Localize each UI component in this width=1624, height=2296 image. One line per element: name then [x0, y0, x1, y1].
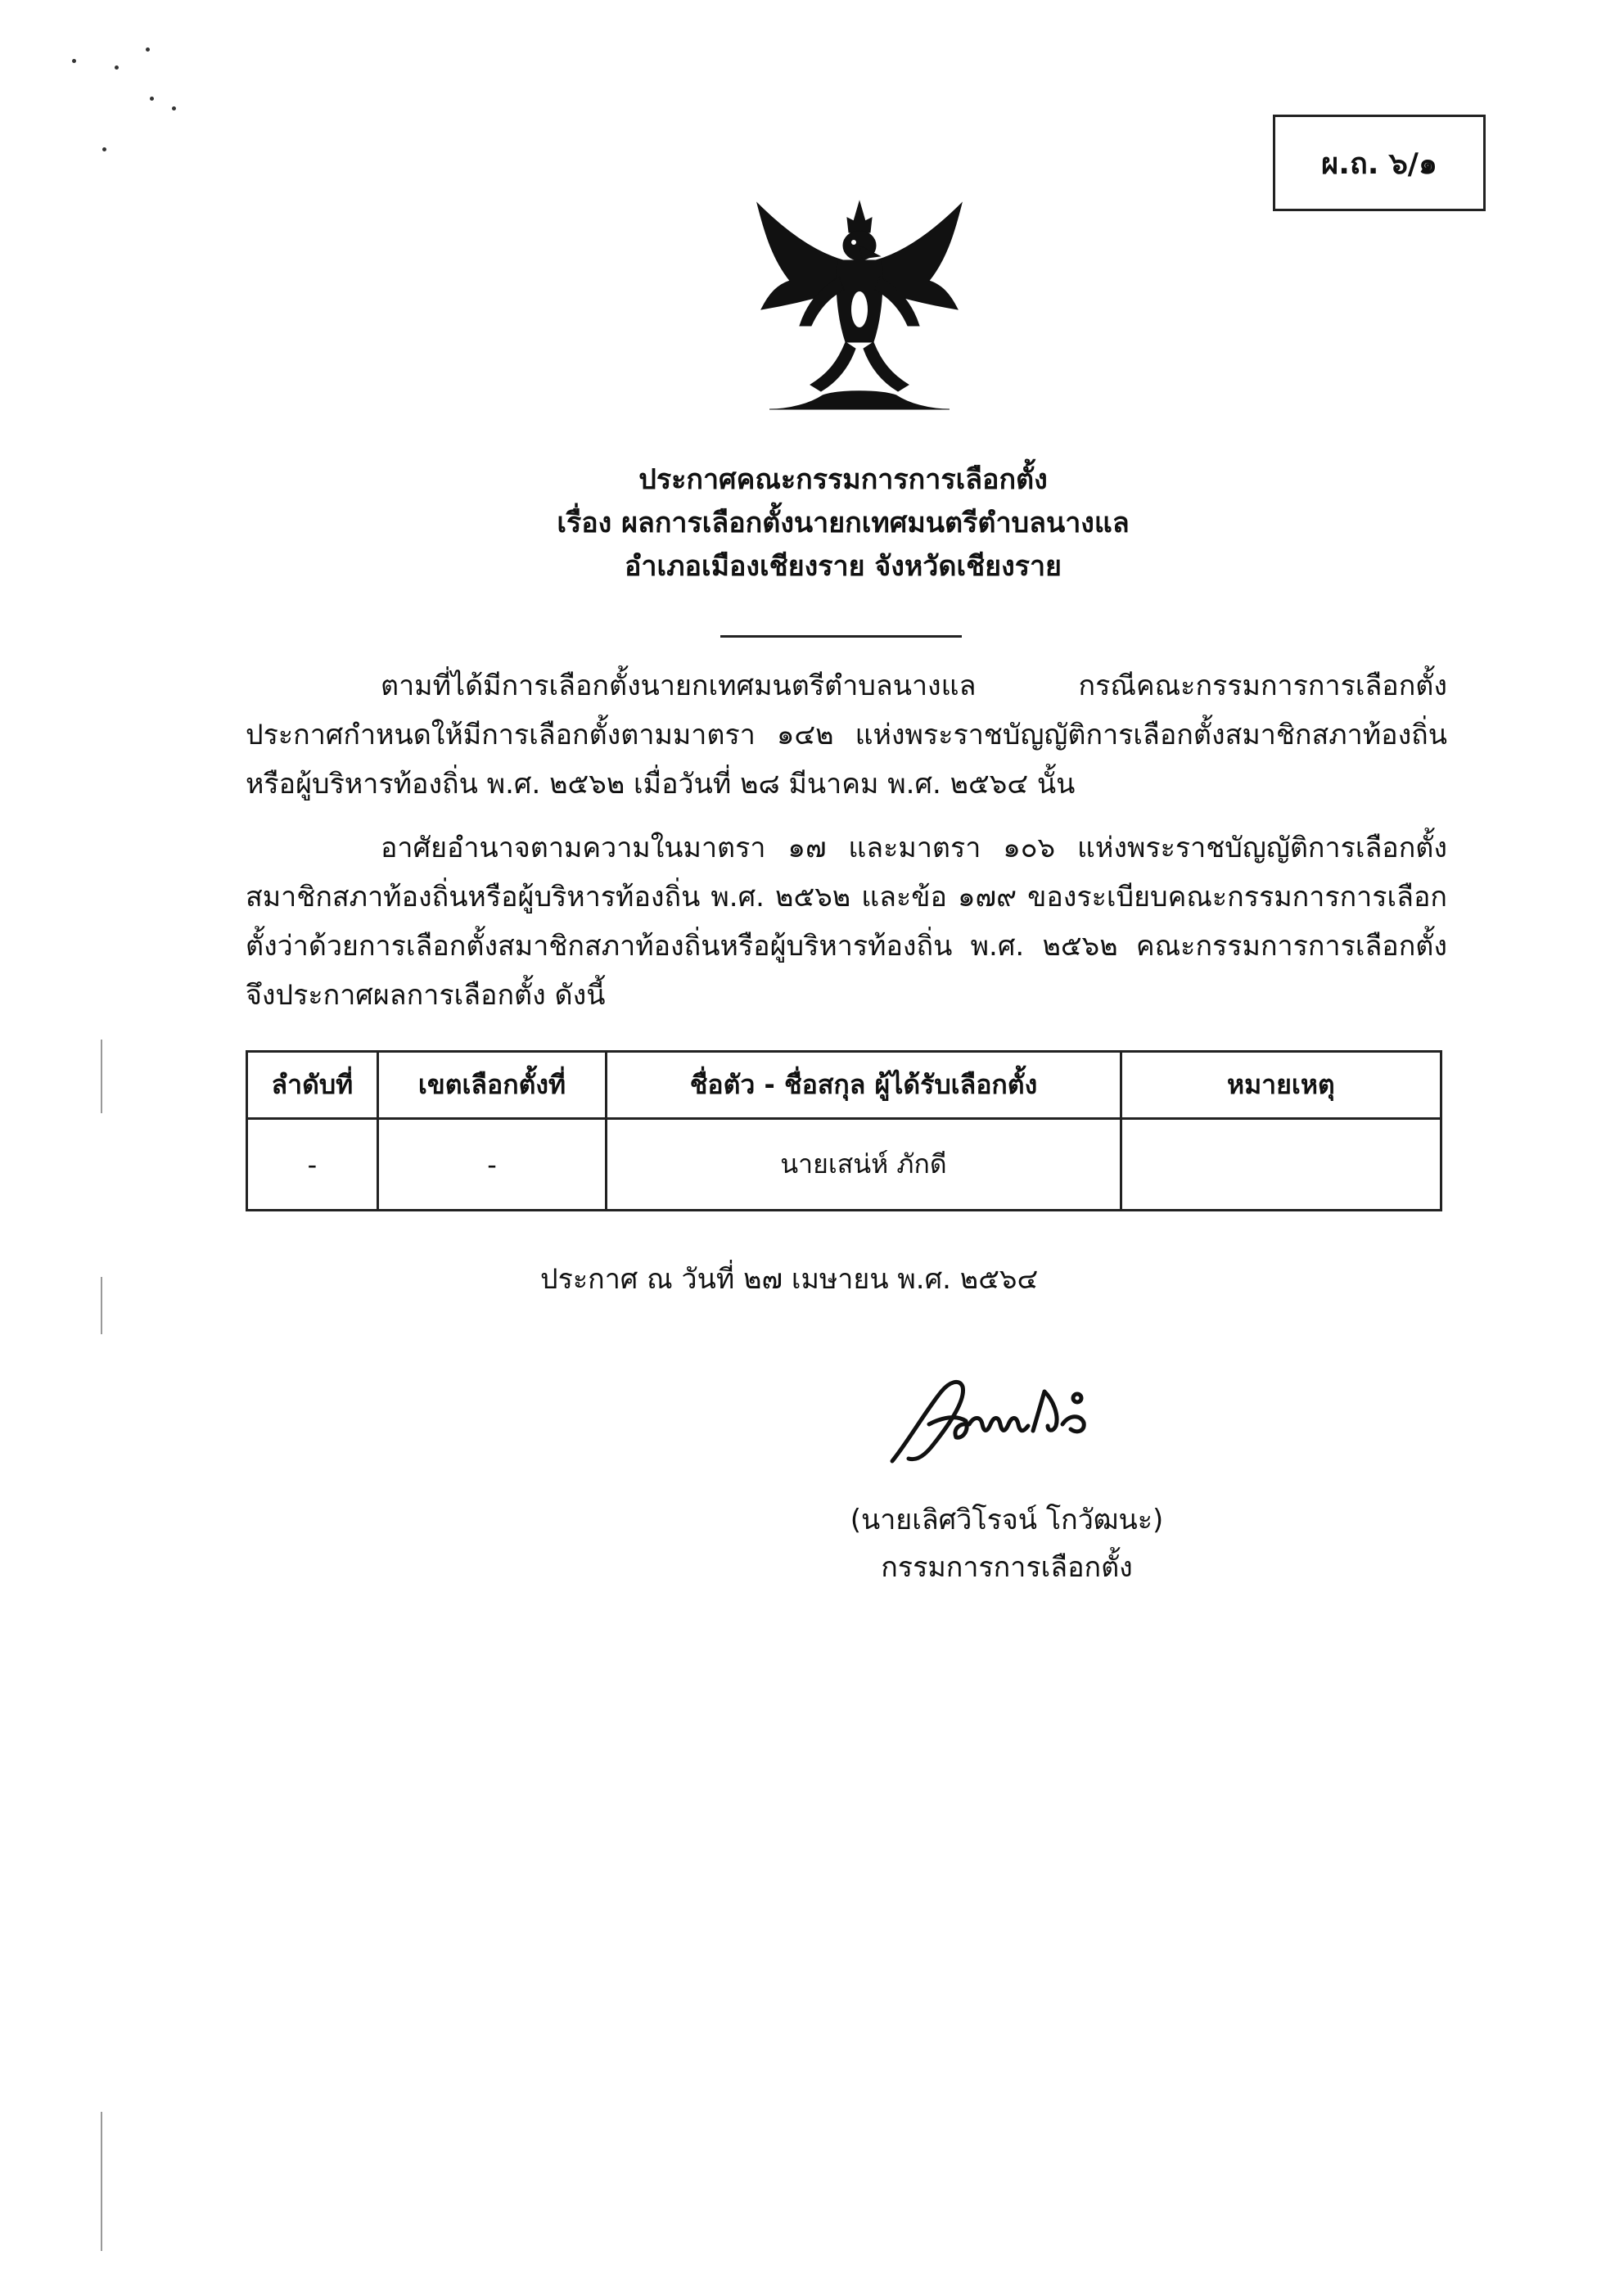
title-divider — [720, 635, 962, 638]
election-result-table — [246, 1050, 1442, 1211]
scan-speck — [102, 147, 106, 151]
paragraph-2-text: อาศัยอำนาจตามความในมาตรา ๑๗ และมาตรา ๑๐๖ แห่งพระราชบัญญัติการเลือกตั้งสมาชิกสภาท้องถิ่นหรือผู้บริหารท้องถิ่น พ.ศ. ๒๕๖๒ และข้อ ๑๗๙ ของระเบียบคณะกรรมการการเลือกตั้งว่าด้วยการเลือกตั้งสมาชิกสภาท้องถิ่นหรือผู้บริหารท้องถิ่น พ.ศ. ๒๕๖๒ คณะกรรมการการเลือกตั้งจึงประกาศผลการเลือกตั้ง ดังนี้ — [246, 832, 1447, 1012]
scan-speck — [150, 97, 154, 101]
table-header-row — [247, 1052, 1441, 1119]
body-paragraph-2 — [246, 823, 1447, 1020]
column-header-order: ลำดับที่ — [247, 1052, 378, 1119]
announcement-title — [246, 458, 1441, 589]
cell-name: นายเสน่ห์ ภักดี — [607, 1119, 1121, 1211]
signer-block — [819, 1496, 1195, 1591]
column-header-district: เขตเลือกตั้งที่ — [377, 1052, 606, 1119]
title-line-2: เรื่อง ผลการเลือกตั้งนายกเทศมนตรีตำบลนางแล — [557, 507, 1130, 539]
garuda-emblem-icon — [741, 195, 978, 420]
cell-remarks — [1121, 1119, 1441, 1211]
paragraph-1-text: ตามที่ได้มีการเลือกตั้งนายกเทศมนตรีตำบลนางแล กรณีคณะกรรมการการเลือกตั้งประกาศกำหนดให้มีการเลือกตั้งตามมาตรา ๑๔๒ แห่งพระราชบัญญัติการเลือกตั้งสมาชิกสภาท้องถิ่นหรือผู้บริหารท้องถิ่น พ.ศ. ๒๕๖๒ เมื่อวันที่ ๒๘ มีนาคม พ.ศ. ๒๕๖๔ นั้น — [246, 670, 1447, 801]
title-line-1: ประกาศคณะกรรมการการเลือกตั้ง — [638, 463, 1048, 496]
column-header-remarks: หมายเหตุ — [1121, 1052, 1441, 1119]
column-header-name: ชื่อตัว - ชื่อสกุล ผู้ได้รับเลือกตั้ง — [607, 1052, 1121, 1119]
scan-edge-line — [101, 1277, 102, 1334]
scan-speck — [172, 106, 176, 111]
scan-speck — [115, 65, 119, 70]
cell-order: - — [247, 1119, 378, 1211]
handwritten-signature — [884, 1367, 1146, 1473]
cell-district: - — [377, 1119, 606, 1211]
title-line-3: อำเภอเมืองเชียงราย จังหวัดเชียงราย — [625, 550, 1062, 583]
announcement-date: ประกาศ ณ วันที่ ๒๗ เมษายน พ.ศ. ๒๕๖๔ — [540, 1263, 1039, 1296]
form-code: ผ.ถ. ๖/๑ — [1321, 147, 1437, 181]
body-paragraph-1 — [246, 661, 1447, 809]
scan-edge-line — [101, 1040, 102, 1113]
scan-edge-line — [101, 2112, 102, 2251]
scan-speck — [146, 47, 150, 52]
signer-name: (นายเลิศวิโรจน์ โกวัฒนะ) — [850, 1504, 1164, 1536]
form-code-box — [1273, 115, 1486, 211]
scan-speck — [72, 59, 76, 63]
table-row — [247, 1119, 1441, 1211]
signer-position: กรรมการการเลือกตั้ง — [881, 1551, 1133, 1584]
